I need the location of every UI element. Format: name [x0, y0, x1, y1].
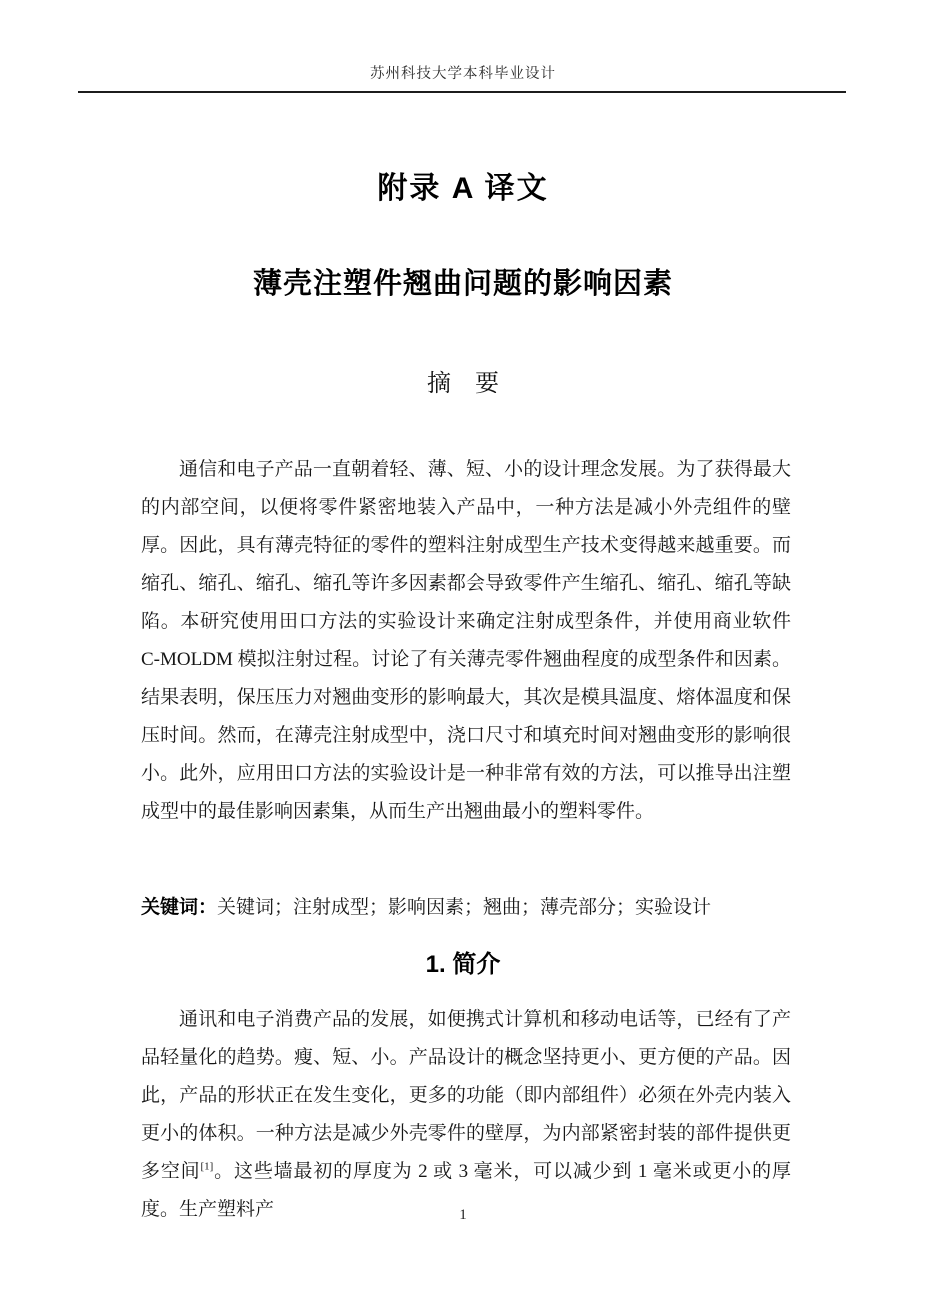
intro-text-part2: 。这些墙最初的厚度为 2 或 3 毫米，可以减少到 1 毫米或更小的厚度。生产塑料产	[141, 1161, 791, 1220]
abstract-paragraph: 通信和电子产品一直朝着轻、薄、短、小的设计理念发展。为了获得最大的内部空间，以便将零件紧密地装入产品中，一种方法是减小外壳组件的壁厚。因此，具有薄壳特征的零件的塑料注射成型生产技术变得越来越重要。而缩孔、缩孔、缩孔、缩孔等许多因素都会导致零件产生缩孔、缩孔、缩孔等缺陷。本研究使用田口方法的实验设计来确定注射成型条件，并使用商业软件 C-MOLDM 模拟注射过程。讨论了有关薄壳零件翘曲程度的成型条件和因素。结果表明，保压压力对翘曲变形的影响最大，其次是模具温度、熔体温度和保压时间。然而，在薄壳注射成型中，浇口尺寸和填充时间对翘曲变形的影响很小。此外，应用田口方法的实验设计是一种非常有效的方法，可以推导出注塑成型中的最佳影响因素集，从而生产出翘曲最小的塑料零件。	[141, 459, 791, 822]
keywords-text: 关键词；注射成型；影响因素；翘曲；薄壳部分；实验设计	[217, 897, 712, 918]
abstract-heading: 摘 要	[427, 371, 499, 397]
keywords-label: 关键词：	[141, 897, 218, 918]
header-divider-line	[78, 91, 846, 93]
page-number: 1	[459, 1207, 467, 1223]
citation-ref-1: [1]	[200, 1160, 214, 1173]
article-title: 薄壳注塑件翘曲问题的影响因素	[252, 268, 673, 300]
running-head: 苏州科技大学本科毕业设计	[370, 66, 556, 82]
intro-text-part1: 通讯和电子消费产品的发展，如便携式计算机和移动电话等，已经有了产品轻量化的趋势。瘦、短、小。产品设计的概念坚持更小、更方便的产品。因此，产品的形状正在发生变化，更多的功能（即内部组件）必须在外壳内装入更小的体积。一种方法是减少外壳零件的壁厚，为内部紧密封装的部件提供更多空间	[141, 1009, 791, 1182]
section-1-heading: 1. 简介	[425, 951, 501, 978]
keywords-line	[141, 893, 801, 923]
introduction-paragraph	[141, 1001, 791, 1229]
appendix-title: 附录 A 译文	[377, 172, 549, 205]
